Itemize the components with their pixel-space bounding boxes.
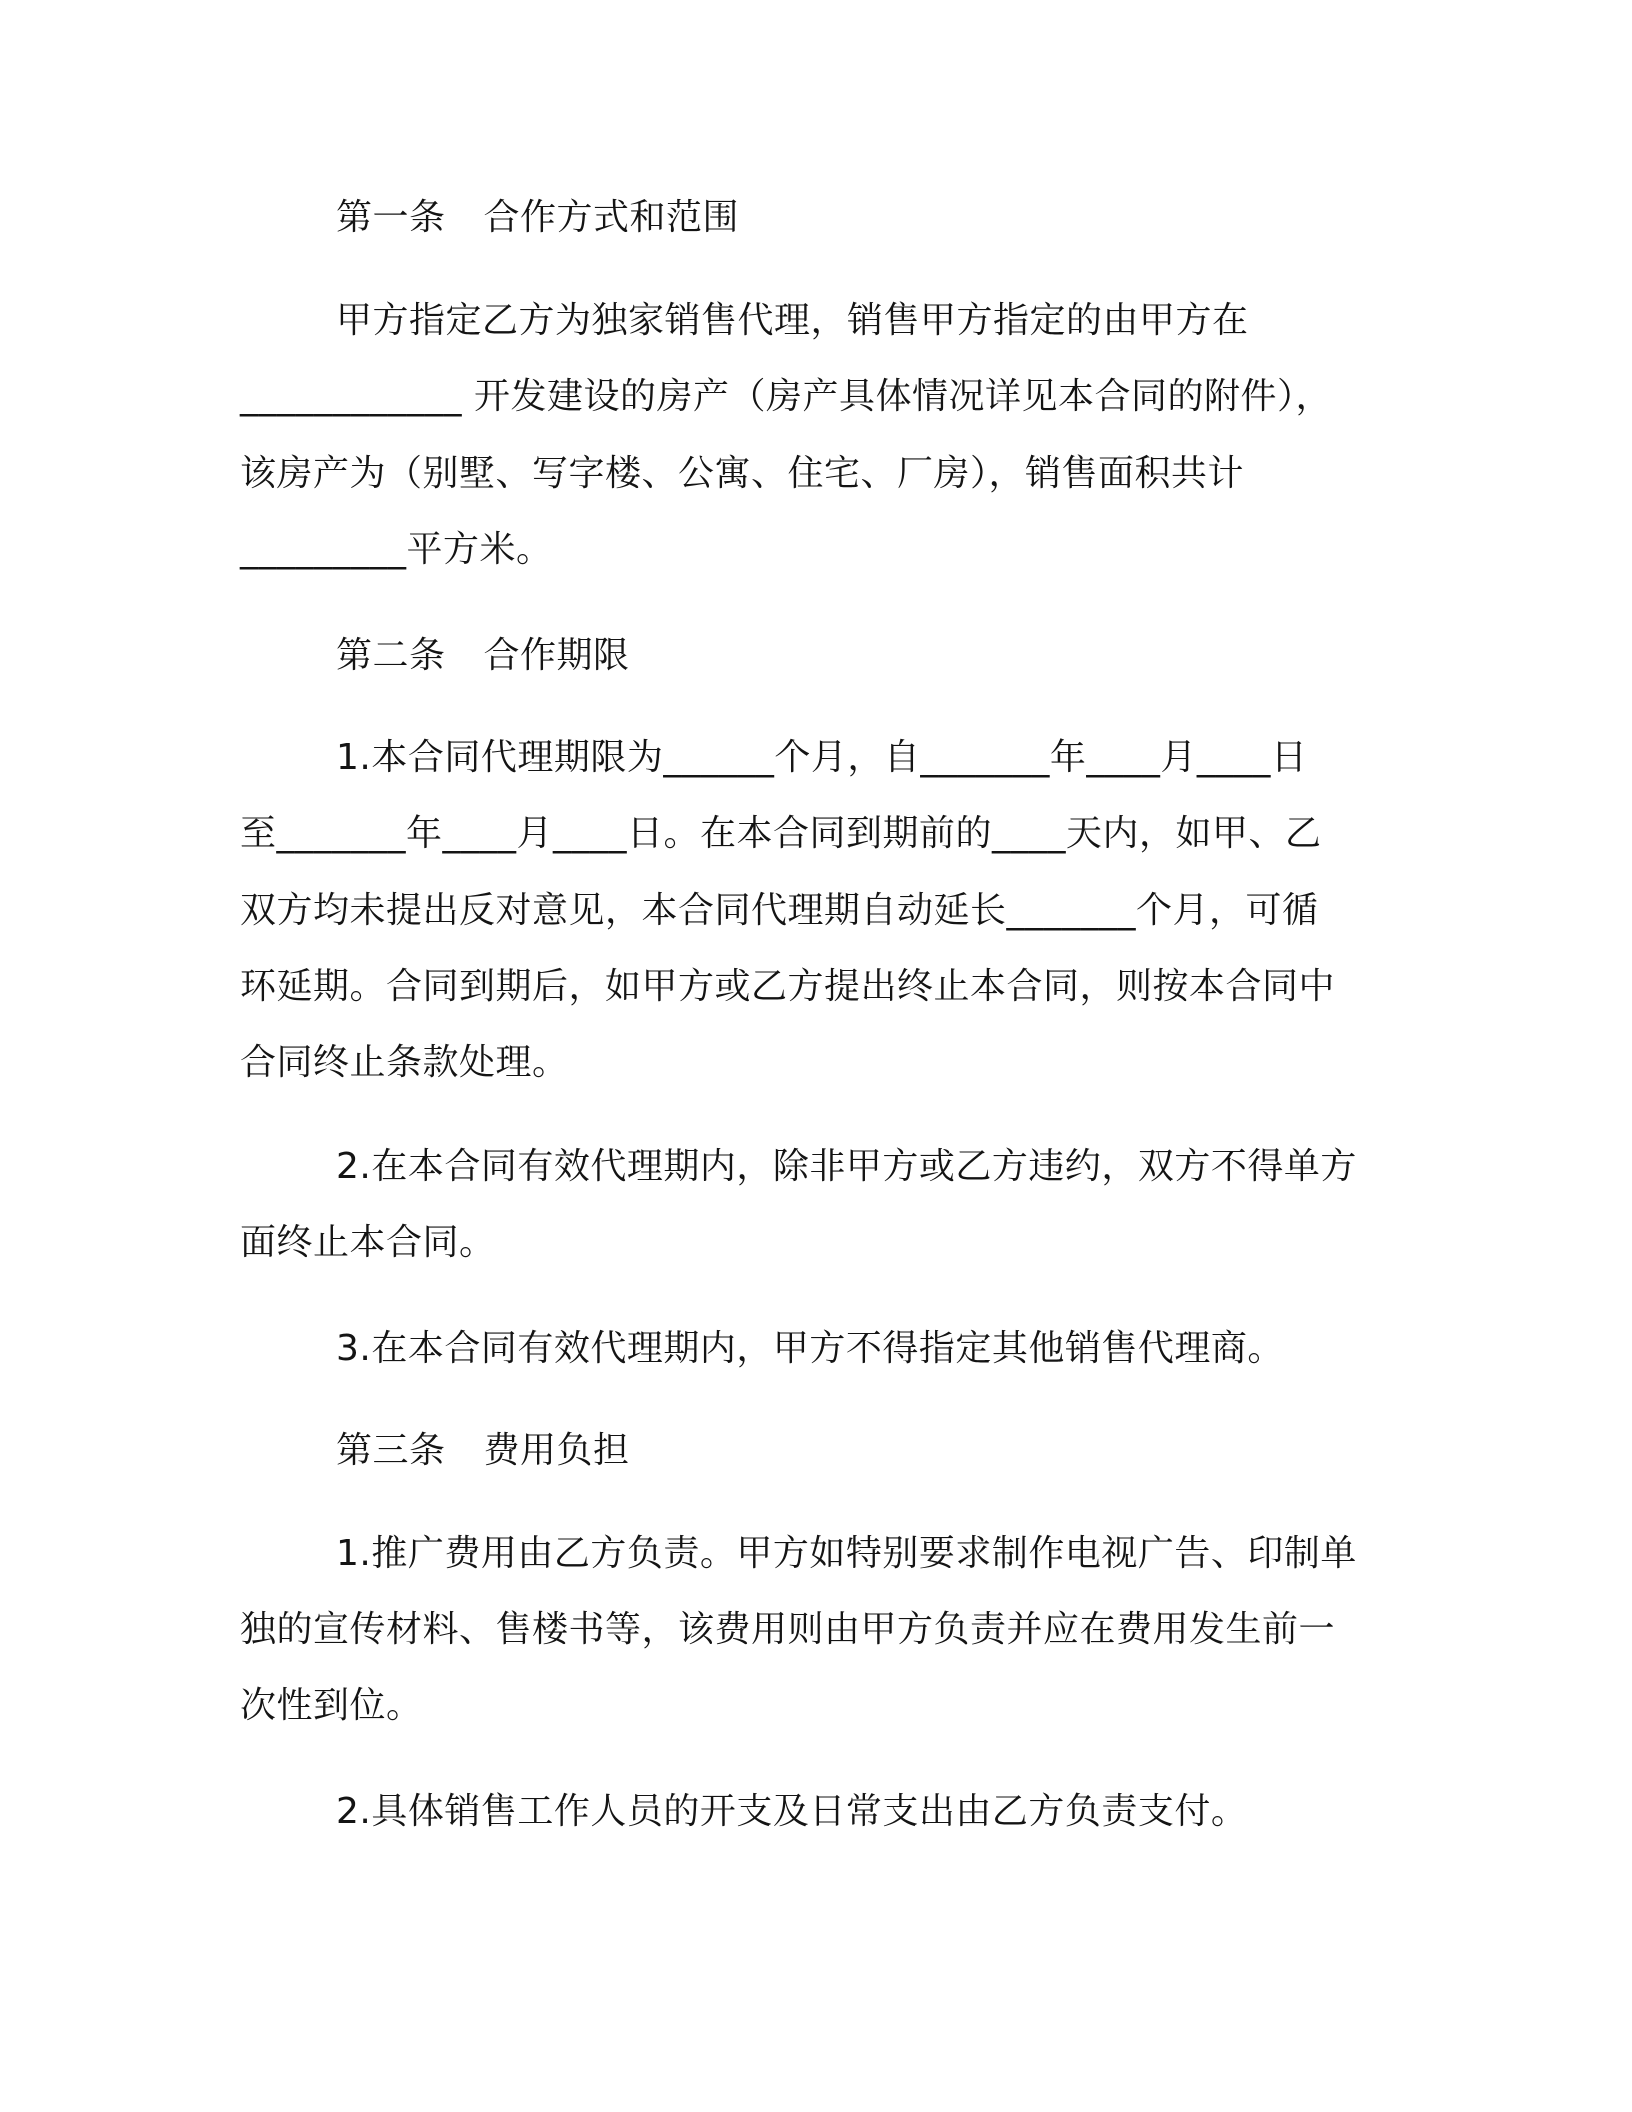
article-3-para-2-line-1: 2.具体销售工作人员的开支及日常支出由乙方负责支付。: [336, 1791, 1248, 1832]
article-3-para-1-line-2: 独的宣传材料、售楼书等，该费用则由甲方负责并应在费用发生前一: [240, 1609, 1336, 1650]
article-2-para-1-line-4: 环延期。合同到期后，如甲方或乙方提出终止本合同，则按本合同中: [240, 966, 1336, 1007]
article-2-para-1-line-1: 1.本合同代理期限为______个月，自_______年____月____日: [336, 737, 1308, 778]
article-1-para-1-line-3: 该房产为（别墅、写字楼、公寓、住宅、厂房），销售面积共计: [240, 453, 1245, 494]
article-2-para-1-line-2: 至_______年____月____日。在本合同到期前的____天内，如甲、乙: [240, 813, 1322, 854]
article-2-para-2-line-1: 2.在本合同有效代理期内，除非甲方或乙方违约，双方不得单方: [336, 1146, 1357, 1187]
article-1-heading: [336, 195, 739, 241]
article-3-title: 费用负担: [483, 1430, 630, 1471]
article-3-heading: [336, 1428, 630, 1474]
document-page: [240, 0, 1390, 2112]
article-3-para-1-line-3: 次性到位。: [240, 1685, 423, 1726]
article-2-para-1-line-3: 双方均未提出反对意见，本合同代理期自动延长_______个月，可循: [240, 890, 1319, 931]
article-1-para-1-line-4: _________平方米。: [240, 529, 553, 570]
article-2-heading: [336, 633, 630, 679]
article-3-para-1-line-1: 1.推广费用由乙方负责。甲方如特别要求制作电视广告、印制单: [336, 1533, 1357, 1574]
article-1-title: 合作方式和范围: [483, 197, 740, 238]
article-1-para-1-line-1: 甲方指定乙方为独家销售代理，销售甲方指定的由甲方在: [336, 300, 1249, 341]
article-2-title: 合作期限: [483, 635, 630, 676]
article-1-number: 第一条: [336, 197, 446, 238]
article-2-para-2-line-2: 面终止本合同。: [240, 1222, 496, 1263]
article-1-para-1-line-2: ____________ 开发建设的房产（房产具体情况详见本合同的附件），: [240, 376, 1332, 417]
article-2-para-1-line-5: 合同终止条款处理。: [240, 1042, 569, 1083]
article-2-para-3-line-1: 3.在本合同有效代理期内，甲方不得指定其他销售代理商。: [336, 1328, 1284, 1369]
article-2-number: 第二条: [336, 635, 446, 676]
article-3-number: 第三条: [336, 1430, 446, 1471]
